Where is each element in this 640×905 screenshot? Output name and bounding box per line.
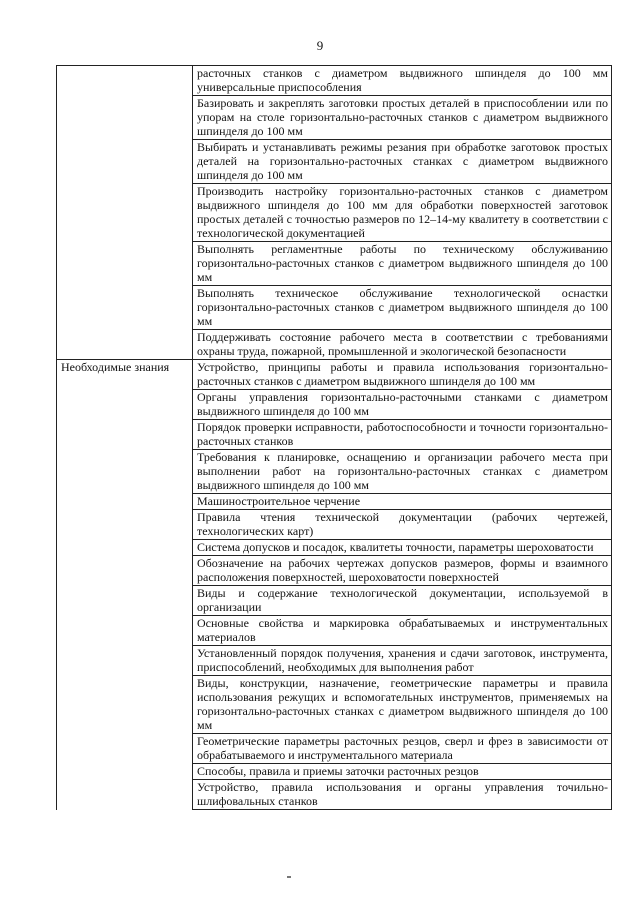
knowledge-item: Система допусков и посадок, квалитеты точности, параметры шероховатости <box>193 540 612 556</box>
skill-item: Выполнять регламентные работы по техническому обслуживанию горизонтально-расточных станков с диаметром выдвижного шпинделя до 100 мм <box>193 242 612 286</box>
knowledge-label-cell <box>57 556 193 586</box>
knowledge-label-cell <box>57 420 193 450</box>
skills-label-cell <box>57 140 193 184</box>
table-row <box>57 140 612 184</box>
table-row <box>57 494 612 510</box>
table-row <box>57 184 612 242</box>
knowledge-item: Требования к планировке, оснащению и организации рабочего места при выполнении работ на горизонтально-расточных станках с диаметром выдвижного шпинделя до 100 мм <box>193 450 612 494</box>
knowledge-label-cell <box>57 494 193 510</box>
table-row <box>57 242 612 286</box>
knowledge-item: Способы, правила и приемы заточки расточных резцов <box>193 764 612 780</box>
table-row <box>57 540 612 556</box>
skills-label-cell <box>57 330 193 360</box>
knowledge-section-label: Необходимые знания <box>57 360 193 390</box>
table-row <box>57 420 612 450</box>
knowledge-label-cell <box>57 390 193 420</box>
table-row <box>57 586 612 616</box>
knowledge-label-cell <box>57 780 193 810</box>
knowledge-label-cell <box>57 586 193 616</box>
table-row <box>57 780 612 810</box>
table-row <box>57 646 612 676</box>
table-row <box>57 360 612 390</box>
knowledge-item: Установленный порядок получения, хранения и сдачи заготовок, инструмента, приспособлений, необходимых для выполнения работ <box>193 646 612 676</box>
table-row <box>57 66 612 96</box>
knowledge-item: Устройство, принципы работы и правила использования горизонтально-расточных станков с диаметром выдвижного шпинделя до 100 мм <box>193 360 612 390</box>
page-number: 9 <box>316 38 324 53</box>
skill-item: расточных станков с диаметром выдвижного шпинделя до 100 мм универсальные приспособления <box>193 66 612 96</box>
skills-label-cell <box>57 66 193 96</box>
table-row <box>57 734 612 764</box>
knowledge-item: Виды и содержание технологической документации, используемой в организации <box>193 586 612 616</box>
skill-item: Выполнять техническое обслуживание технологической оснастки горизонтально-расточных станков с диаметром выдвижного шпинделя до 100 мм <box>193 286 612 330</box>
skills-label-cell <box>57 286 193 330</box>
knowledge-label-cell <box>57 510 193 540</box>
knowledge-item: Геометрические параметры расточных резцов, сверл и фрез в зависимости от обрабатываемого и инструментального материала <box>193 734 612 764</box>
knowledge-item: Правила чтения технической документации (рабочих чертежей, технологических карт) <box>193 510 612 540</box>
knowledge-item: Порядок проверки исправности, работоспособности и точности горизонтально-расточных станков <box>193 420 612 450</box>
knowledge-item: Органы управления горизонтально-расточными станками с диаметром выдвижного шпинделя до 100 мм <box>193 390 612 420</box>
skills-label-cell <box>57 184 193 242</box>
knowledge-label-cell <box>57 734 193 764</box>
knowledge-item: Устройство, правила использования и органы управления точильно-шлифовальных станков <box>193 780 612 810</box>
table-row <box>57 510 612 540</box>
table-row <box>57 286 612 330</box>
table-row <box>57 676 612 734</box>
knowledge-label-cell <box>57 676 193 734</box>
knowledge-label-cell <box>57 616 193 646</box>
skills-label-cell <box>57 96 193 140</box>
knowledge-item: Виды, конструкции, назначение, геометрические параметры и правила использования режущих и вспомогательных инструментов, применяемых на горизонтально-расточных станках с диаметром выдвижного шпинделя до 100 мм <box>193 676 612 734</box>
requirements-table <box>56 65 612 810</box>
table-row <box>57 96 612 140</box>
scan-speck <box>287 876 291 878</box>
table-row <box>57 450 612 494</box>
table-row <box>57 390 612 420</box>
table-row <box>57 764 612 780</box>
skill-item: Производить настройку горизонтально-расточных станков с диаметром выдвижного шпинделя до 100 мм для обработки поверхностей заготовок простых деталей с точностью размеров по 12–14-му квалитету в соответствии с технологической документацией <box>193 184 612 242</box>
table-row <box>57 616 612 646</box>
knowledge-label-cell <box>57 764 193 780</box>
skill-item: Базировать и закреплять заготовки простых деталей в приспособлении или по упорам на столе горизонтально-расточных станков с диаметром выдвижного шпинделя до 100 мм <box>193 96 612 140</box>
knowledge-item: Машиностроительное черчение <box>193 494 612 510</box>
knowledge-label-cell <box>57 450 193 494</box>
knowledge-label-cell <box>57 540 193 556</box>
knowledge-item: Основные свойства и маркировка обрабатываемых и инструментальных материалов <box>193 616 612 646</box>
knowledge-label-cell <box>57 646 193 676</box>
knowledge-item: Обозначение на рабочих чертежах допусков размеров, формы и взаимного расположения поверхностей, шероховатости поверхностей <box>193 556 612 586</box>
skill-item: Выбирать и устанавливать режимы резания при обработке заготовок простых деталей на горизонтально-расточных станках с диаметром выдвижного шпинделя до 100 мм <box>193 140 612 184</box>
table-row <box>57 330 612 360</box>
table-row <box>57 556 612 586</box>
skill-item: Поддерживать состояние рабочего места в соответствии с требованиями охраны труда, пожарной, промышленной и экологической безопасности <box>193 330 612 360</box>
skills-label-cell <box>57 242 193 286</box>
